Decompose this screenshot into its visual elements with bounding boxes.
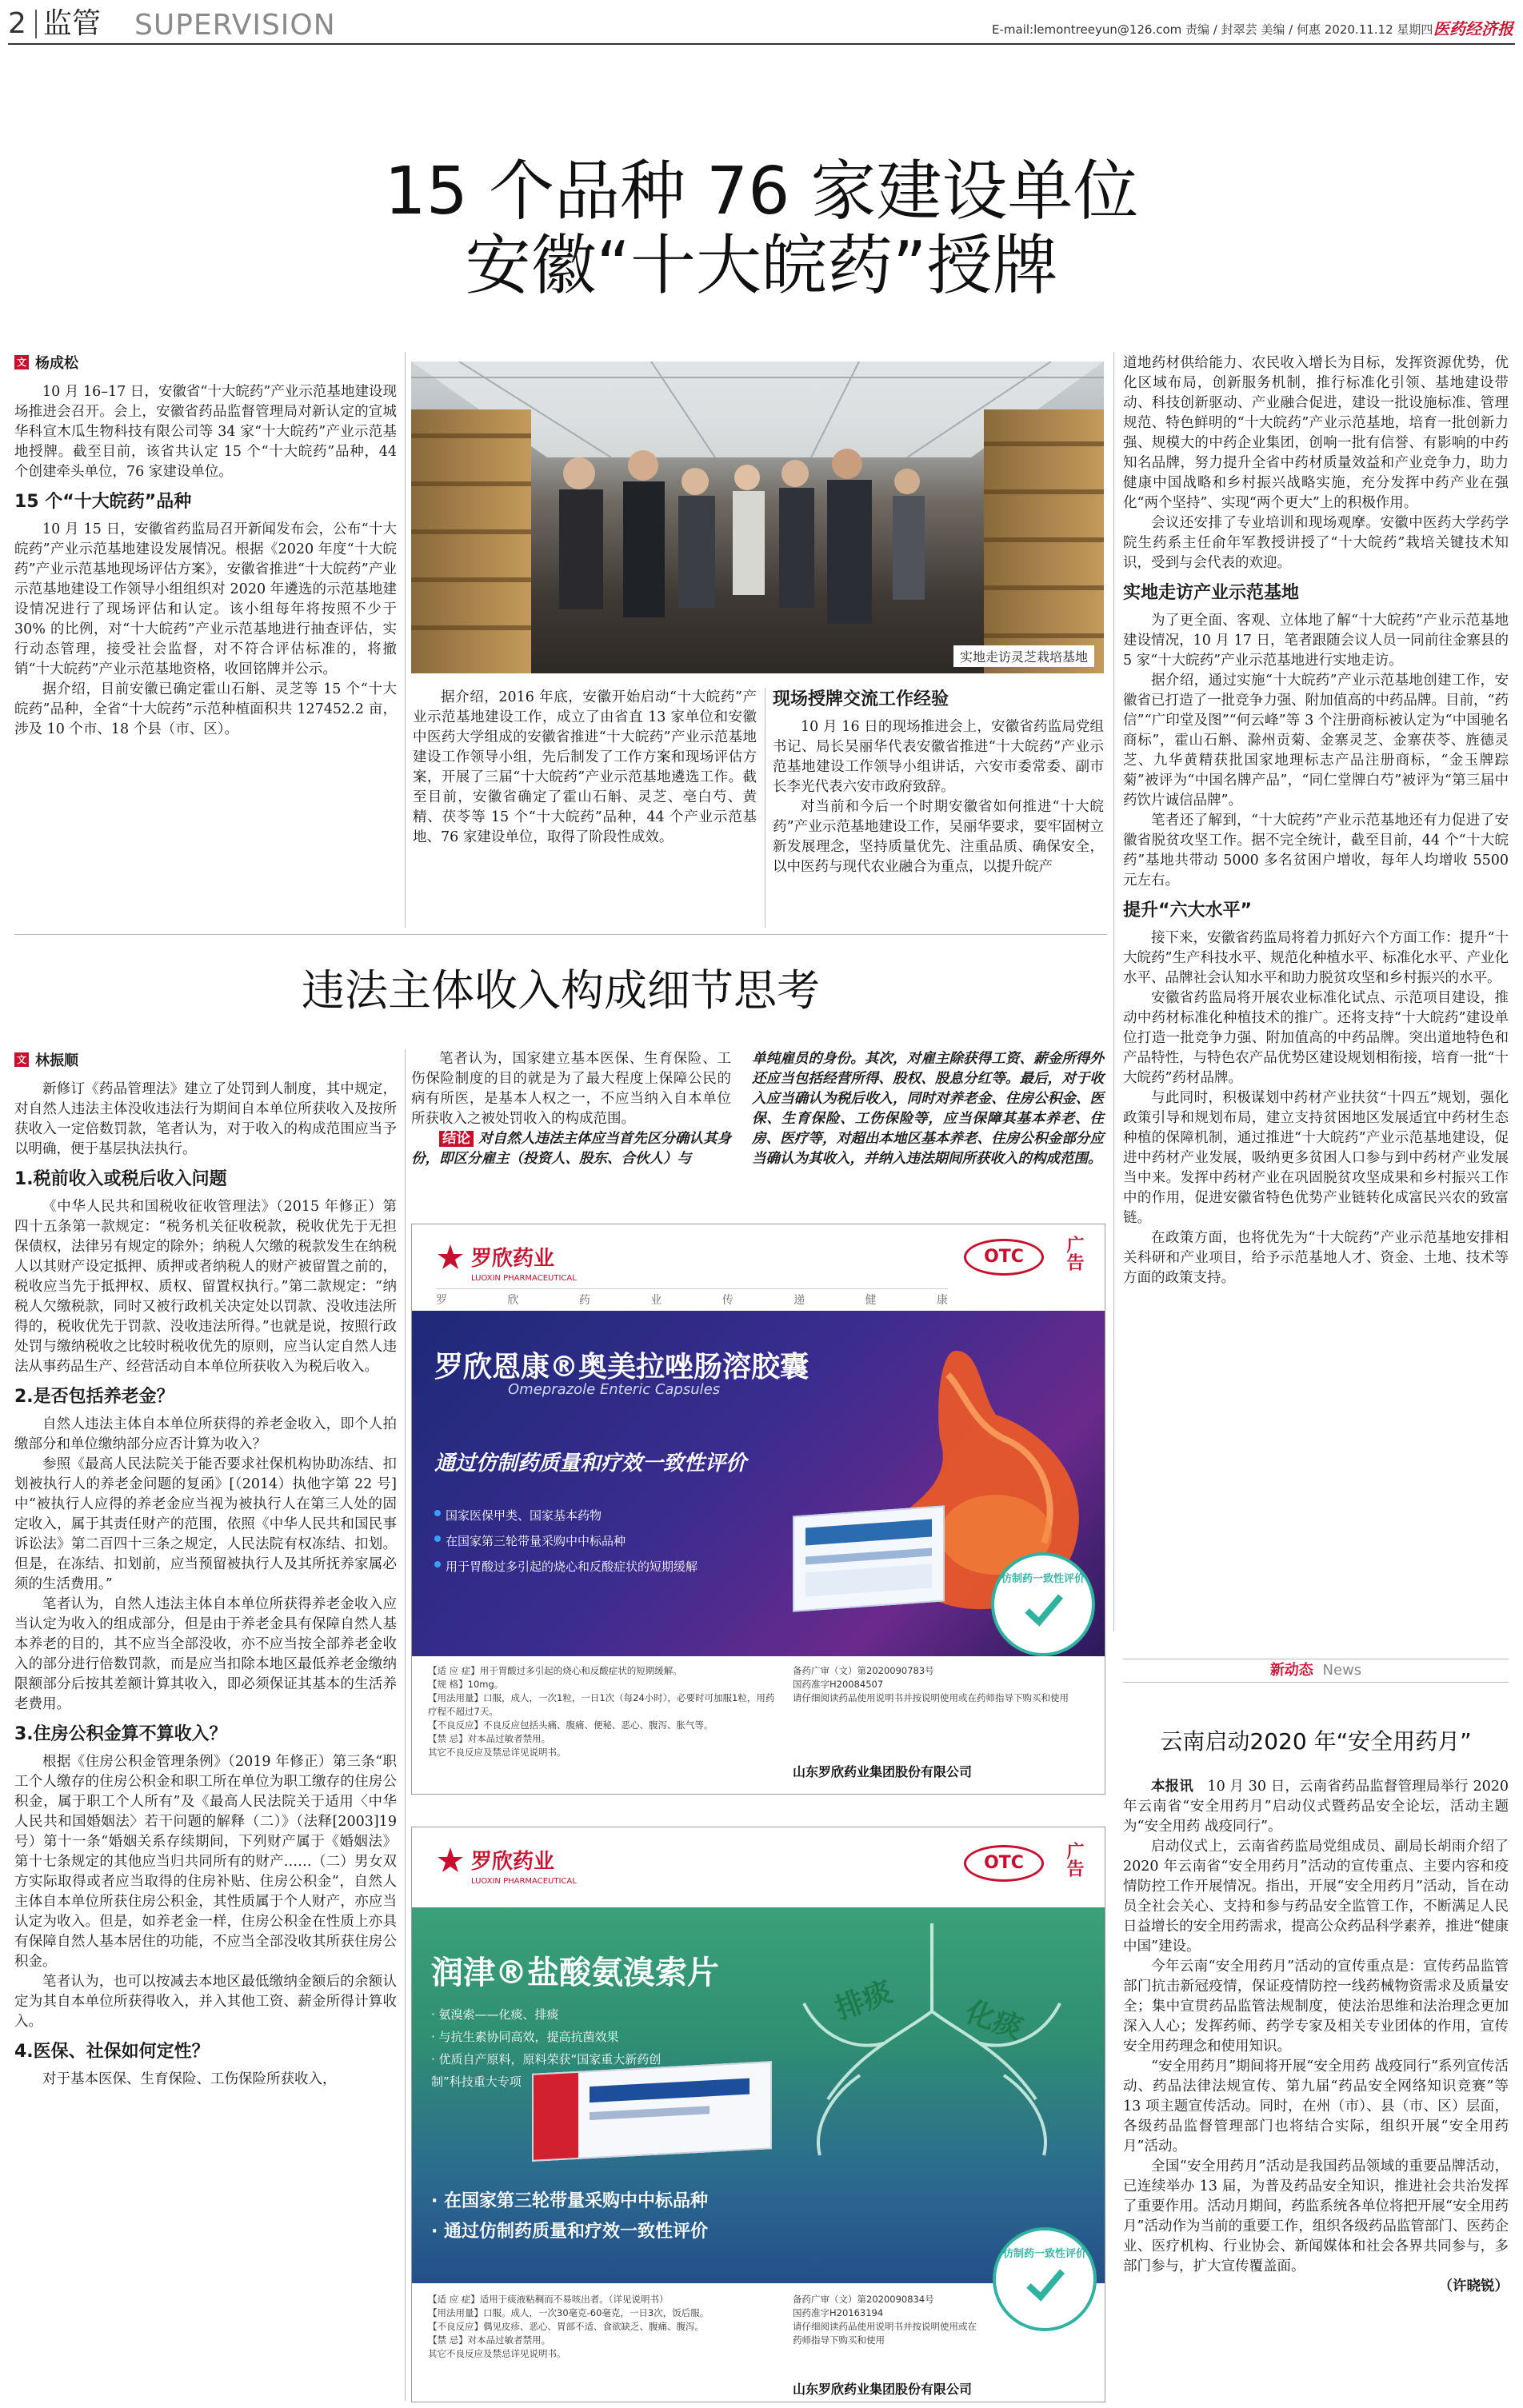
article1-photo (411, 361, 1104, 673)
approval-line: 国药准字H20084507 (793, 1679, 884, 1690)
article2-author: 林振顺 (35, 1052, 78, 1069)
paragraph: 据介绍，目前安徽已确定霍山石斛、灵芝等 15 个“十大皖药”品种，全省“十大皖药”示范种植面积共 127452.2 亩，涉及 10 个市、18 个县（市、区）。 (14, 681, 397, 737)
section-divider (14, 934, 1107, 935)
article2-byline (14, 1049, 397, 1070)
paragraph: “安全用药月”期间将开展“安全用药 战疫同行”系列宣传活动、药品法律法规宣传、第九届“药品安全网络知识竞赛”等 13 项主题宣传活动。同时，在州（市）、县（市、区）层面，各级药品监督管理部门也将结合实际，组织开展“安全用药月”活动。 (1123, 2059, 1509, 2154)
paragraph: 单纯雇员的身份。其次，对雇主除获得工资、薪金所得外还应当包括经营所得、股权、股息分红等。最后，对于收入应当确认为税后收入，同时对养老金、住房公积金、医保、生育保险、工伤保险等，应当保障其基本养老、住房、医疗等，对超出本地区基本养老、住房公积金部分应当确认为其收入，并纳入违法期间所获收入的构成范围。 (752, 1051, 1104, 1167)
paragraph: 新修订《药品管理法》建立了处罚到人制度，其中规定，对自然人违法主体没收违法行为期间自本单位所获收入及按所获收入一定倍数罚款，笔者认为，对于收入的构成范围应当予以明确，便于基层执法执行。 (14, 1081, 397, 1157)
article1-headline-line2: 安徽“十大皖药”授牌 (465, 228, 1058, 304)
bullet-text: 用于胃酸过多引起的烧心和反酸症状的短期缓解 (446, 1559, 698, 1574)
subheading: 1.税前收入或税后收入问题 (14, 1169, 227, 1189)
bullet-text: 在国家第三轮带量采购中中标品种 (446, 1534, 626, 1548)
ad1-bullet (434, 1554, 770, 1579)
subheading: 4.医保、社保如何定性？ (14, 2042, 210, 2062)
paragraph: 参照《最高人民法院关于能否要求社保机构协助冻结、扣划被执行人的养老金问题的复函》[（2014）执他字第 22 号]中“被执行人应得的养老金应当视为被执行人在第三人处的固定收入，属于其责任财产的范围，依照《中华人民共和国民事诉讼法》第二百四十三条之规定，人民法院有权冻结、扣划。但是，在冻结、扣划前，应当预留被执行人及其所抚养家属必须的生活费用。” (14, 1456, 397, 1592)
paragraph: 10 月 16–17 日，安徽省“十大皖药”产业示范基地建设现场推进会召开。会上，安徽省药品监督管理局对新认定的宣城华科宣木瓜生物科技有限公司等 34 家“十大皖药”产业示范基地授牌。截至目前，该省共认定 15 个“十大皖药”品种，44 个创建牵头单位，76 家建设单位。 (14, 384, 397, 480)
paragraph: 全国“安全用药月”活动是我国药品领域的重要品牌活动，已连续举办 13 届，为普及药品安全知识，推进社会共治发挥了重要作用。活动月期间，药监系统各单位将把开展“安全用药月”活动作为当前的重要工作，组织各级药品监管部门、医药企业、医疗机构、行业协会、新闻媒体和社会各界共同参与，多部门参与，扩大宣传覆盖面。 (1123, 2158, 1509, 2274)
lungs-illustration (764, 1915, 1100, 2171)
ad2-ad-label: 广告 (1064, 1842, 1084, 1877)
ad1-brand-en: LUOXIN PHARMACEUTICAL (471, 1274, 577, 1283)
paragraph: 今年云南“安全用药月”活动的宣传重点是：宣传药品监管部门抗击新冠疫情，保证疫情防控一线药械物资需求及质量安全；集中宣贯药品监管法规制度，使法治思维和法治理念更加深入人心；发挥药师、药学专家及相关专业团体的作用，宣传安全用药理念和使用知识。 (1123, 1959, 1509, 2055)
spec-line: 【适 应 症】适用于痰液粘稠而不易咳出者。（详见说明书） (428, 2294, 669, 2305)
ad1-spec (428, 1664, 780, 1759)
ad1-banner: 通过仿制药质量和疗效一致性评价 (434, 1452, 747, 1476)
paragraph: 10 月 16 日的现场推进会上，安徽省药监局党组书记、局长吴丽华代表安徽省推进“十大皖药”产业示范基地建设工作领导小组讲话，六安市委常委、副市长李光代表六安市政府致辞。 (773, 719, 1104, 795)
ad1-product-en: Omeprazole Enteric Capsules (508, 1381, 721, 1398)
approval-line: 备药广审（文）第2020090834号 (793, 2294, 934, 2305)
paragraph: 《中华人民共和国税收征收管理法》（2015 年修正）第四十五条第一款规定：“税务机关征收税款，税收优先于无担保债权，法律另有规定的除外；纳税人欠缴的税款发生在纳税人以其财产设定抵押、质押或者纳税人的财产被留置之前的，税收应当先于抵押权、质权、留置权执行。”第二款规定：“纳税人欠缴税款，同时又被行政机关决定处以罚款、没收违法所得的，税收优先于罚款、没收违法所得。”也就是说，按照行政处罚与缴纳税收之比较时税收优先的原则，应当认定自然人违法从事药品生产、经营活动自本单位所获收入为税后收入。 (14, 1199, 397, 1375)
spec-line: 【不良反应】偶见皮疹、恶心、胃部不适、食欲缺乏、腹痛、腹泻。 (428, 2321, 704, 2332)
subheading: 3.住房公积金算不算收入？ (14, 1724, 227, 1744)
product-box-image (532, 2061, 772, 2162)
article1-col2 (413, 688, 757, 848)
ad1-slogan-bar (436, 1288, 948, 1308)
ad1-approval (793, 1664, 1097, 1705)
ad2-company: 山东罗欣药业集团股份有限公司 (793, 2382, 973, 2397)
news-headline: 云南启动2020 年“安全用药月” (1160, 1728, 1472, 1755)
paragraph: 启动仪式上，云南省药监局党组成员、副局长胡雨介绍了 2020 年云南省“安全用药月”活动的宣传重点、主要内容和疫情防控工作开展情况。指出，开展“安全用药月”活动，旨在动员全社会关心、支持和参与药品安全监管工作，不断满足人民日益增长的安全用药需求，提高公众药品科学素养，推进“健康中国”建设。 (1123, 1839, 1509, 1955)
article1-author: 杨成松 (35, 355, 78, 372)
article2-col1 (14, 1049, 397, 2090)
ad2-hero (412, 1907, 1105, 2283)
paragraph: 自然人违法主体自本单位所获得的养老金收入，即个人拍缴部分和单位缴纳部分应否计算为收入？ (14, 1416, 397, 1452)
section-title-cn: 监管 (43, 7, 102, 40)
article1-col4 (1123, 353, 1509, 1288)
paragraph: 对于基本医保、生育保险、工伤保险所获收入， (42, 2071, 337, 2087)
photo-caption: 实地走访灵芝栽培基地 (953, 645, 1094, 667)
bullet-dot-icon (434, 1561, 441, 1567)
bullet-dot-icon (434, 1510, 441, 1516)
article2-col2 (411, 1049, 731, 1169)
spec-line: 【适 应 症】用于胃酸过多引起的烧心和反酸症状的短期缓解。 (428, 1665, 682, 1676)
ad1-logo (436, 1242, 554, 1272)
bullet-text: 国家医保甲类、国家基本药物 (446, 1508, 602, 1523)
paragraph: 接下来，安徽省药监局将着力抓好六个方面工作：提升“十大皖药”生产科技水平、规范化种植水平、标准化水平、产业化水平、品牌社会认知水平和助力脱贫攻坚和乡村振兴的水平。 (1123, 930, 1509, 986)
subheading: 提升“六大水平” (1123, 901, 1252, 920)
spec-line: 其它不良反应及禁忌详见说明书。 (428, 1747, 566, 1758)
paragraph: 为了更全面、客观、立体地了解“十大皖药”产业示范基地建设情况，10 月 17 日，笔者跟随会议人员一同前往金寨县的 5 家“十大皖药”产业示范基地进行实地走访。 (1123, 613, 1509, 669)
ad2-brand: 罗欣药业 (471, 1850, 555, 1874)
slogan-char: 康 (936, 1294, 948, 1307)
ad2-bullet: · 优质自产原料，原料荣获“国家重大新药创制”科技重大专项 (431, 2052, 662, 2089)
ad1-company: 山东罗欣药业集团股份有限公司 (793, 1764, 973, 1779)
ad2-banner-2: · 通过仿制药质量和疗效一致性评价 (431, 2222, 709, 2242)
subheading: 现场授牌交流工作经验 (773, 689, 949, 709)
ad2-bullet: · 氨溴索——化痰、排痰 (431, 2007, 559, 2022)
paragraph: 笔者还了解到，“十大皖药”产业示范基地还有力促进了安徽省脱贫攻坚工作。据不完全统计，截至目前，44 个“十大皖药”基地共带动 5000 多名贫困户增收，每年人均增收 5500 元左右。 (1123, 813, 1509, 889)
subheading: 2.是否包括养老金？ (14, 1387, 174, 1407)
ad2-otc-badge: OTC (964, 1845, 1044, 1882)
seal-text: 仿制药一致性评价 (1002, 2248, 1086, 2260)
conclusion-paragraph (411, 1129, 731, 1169)
checkmark-icon (1019, 1585, 1067, 1633)
lead-tag: 本报讯 (1151, 1779, 1193, 1795)
ad2-spec (428, 2293, 780, 2361)
spec-line: 【禁 忌】对本品过敏者禁用。 (428, 2334, 551, 2346)
ad1-hero (412, 1311, 1105, 1656)
ad2-logo (436, 1845, 554, 1875)
article1-byline (14, 352, 397, 373)
paragraph: 10 月 15 日，安徽省药监局召开新闻发布会，公布“十大皖药”产业示范基地建设发展情况。根据《2020 年度“十大皖药”产业示范基地现场评估方案》，安徽省推进“十大皖药”产业示范基地建设工作领导小组组织对 2020 年遴选的示范基地建设情况进行了现场评估和认定。该小组每年将按照不少于 30% 的比例，对“十大皖药”产业示范基地进行抽查评估，实行动态管理，接受社会监督，对不符合评估标准的，将撤销“十大皖药”产业示范基地资格，收回铭牌并公示。 (14, 521, 397, 677)
slogan-char: 罗 (436, 1294, 447, 1307)
paragraph: 笔者认为，国家建立基本医保、生育保险、工伤保险制度的目的就是为了最大程度上保障公民的病有所医，是基本人权之一，不应当纳入自本单位所获收入之被处罚收入的构成范围。 (411, 1051, 731, 1127)
ad2-brand-en: LUOXIN PHARMACEUTICAL (471, 1877, 577, 1886)
paragraph: 安徽省药监局将开展农业标准化试点、示范项目建设，推动中药材标准化种植技术的推广。还将支持“十大皖药”建设单位打造一批竞争力强、附加值高的中药品牌。突出道地特色和产品特性，与特色农产品优势区建设规划相衔接，培育一批“十大皖药”药材品牌。 (1123, 990, 1509, 1086)
header-rule (8, 43, 1515, 45)
paragraph: 会议还安排了专业培训和现场观摩。安徽中医药大学药学院生药系主任俞年军教授讲授了“十大皖药”栽培关键技术知识，受到与会代表的欢迎。 (1123, 515, 1509, 571)
news-section-label (1123, 1659, 1509, 1683)
paragraph-text: 10 月 30 日，云南省药品监督管理局举行 2020 年云南省“安全用药月”启动仪式暨药品安全论坛，活动主题为“安全用药 战疫同行”。 (1123, 1779, 1509, 1835)
bullet-dot-icon (434, 1535, 441, 1542)
ad1-brand: 罗欣药业 (471, 1247, 555, 1271)
checkmark-icon (1021, 2260, 1069, 2308)
ad2-product-name: 润津®盐酸氨溴索片 (431, 1955, 719, 1991)
paragraph: 道地药材供给能力、农民收入增长为目标，发挥资源优势，优化区域布局，创新服务机制，推行标准化引领、基地建设带动、科技创新驱动、产业融合促进，建设一批设施标准、管理规范、特色鲜明的“十大皖药”产业示范基地，培育一批创新力强、规模大的中药企业集团，创响一批有信誉、有影响的中药知名品牌，努力提升全省中药材质量效益和产业竞争力，助力健康中国战略和乡村振兴战略实施，充分发挥中药产业在强化“两个坚持”、实现“两个更大”上的积极作用。 (1123, 355, 1509, 511)
paragraph: 据介绍，2016 年底，安徽开始启动“十大皖药”产业示范基地建设工作，成立了由省直 13 家单位和安徽中医药大学组成的安徽省推进“十大皖药”产业示范基地建设工作领导小组，先后制发了工作方案和现场评估方案，开展了三届“十大皖药”产业示范基地遴选工作。截至目前，安徽省确定了霍山石斛、灵芝、亳白芍、黄精、茯苓等 15 个“十大皖药”品种，44 个产业示范基地、76 家建设单位，取得了阶段性成效。 (413, 689, 757, 845)
ad1-product-name: 罗欣恩康®奥美拉唑肠溶胶囊 (434, 1351, 809, 1384)
ad1-bullet (434, 1528, 770, 1554)
slogan-char: 业 (650, 1294, 662, 1307)
spec-line: 【规 格】10mg。 (428, 1679, 504, 1690)
paragraph: 笔者认为，也可以按减去本地区最低缴纳金额后的余额认定为其自本单位所获得收入，并入其他工资、薪金所得计算收入。 (14, 1974, 397, 2030)
news-body (1123, 1777, 1509, 2297)
approval-line: 请仔细阅读药品使用说明书并按说明使用或在药师指导下购买和使用 (793, 1692, 1069, 1703)
ad1-otc-badge: OTC (964, 1239, 1044, 1276)
slogan-char: 递 (793, 1294, 805, 1307)
paragraph: 据介绍，通过实施“十大皖药”产业示范基地创建工作，安徽省已打造了一批竞争力强、附加值高的中药品牌。目前，“药信”“广印堂及图”“何云峰”等 3 个注册商标被认定为“中国驰名商标”，霍山石斛、滁州贡菊、金寨灵芝、金寨茯苓、旌德灵芝、九华黄精获批国家地理标志产品注册商标，“金玉牌踪菊”被评为“中国名牌产品”，“同仁堂牌白芍”被评为“第三届中药饮片诚信品牌”。 (1123, 673, 1509, 809)
slogan-char: 健 (865, 1294, 877, 1307)
column-divider (405, 1049, 406, 2401)
ad1-bullets (434, 1503, 770, 1579)
approval-line: 国药准字H20163194 (793, 2307, 884, 2318)
luoxin-logo-icon (436, 1846, 465, 1875)
spec-line: 【用法用量】口服。成人，一次30毫克-60毫克，一日3次，饭后服。 (428, 2307, 710, 2318)
lung-word: 化痰 (961, 1995, 1027, 2047)
spec-line: 【禁 忌】对本品过敏者禁用。 (428, 1733, 551, 1744)
section-title-en: SUPERVISION (134, 9, 336, 42)
article1-col3 (773, 689, 1104, 877)
luoxin-logo-icon (436, 1243, 465, 1272)
approval-line: 备药广审（文）第2020090783号 (793, 1665, 934, 1676)
paragraph (1123, 1777, 1509, 1837)
page-number: 2 (8, 7, 26, 40)
advertisement-omeprazole (411, 1224, 1105, 1795)
article2-col3 (752, 1049, 1104, 1169)
ad2-approval (793, 2293, 985, 2347)
conclusion-text: 对自然人违法主体应当首先区分确认其身份，即区分雇主（投资人、股东、合伙人）与 (411, 1131, 732, 1167)
paragraph: 在政策方面，也将优先为“十大皖药”产业示范基地安排相关科研和产业项目，给予示范基地人才、资金、土地、技术等方面的政策支持。 (1123, 1230, 1509, 1286)
byline-badge-icon: 文 (14, 355, 29, 369)
advertisement-ambroxol (411, 1827, 1105, 2402)
conclusion-label: 结论 (439, 1131, 474, 1147)
spec-line: 【不良反应】不良反应包括头痛、腹痛、便秘、恶心、腹泻、胀气等。 (428, 1719, 714, 1731)
paragraph: 对当前和今后一个时期安徽省如何推进“十大皖药”产业示范基地建设工作，吴丽华要求，要牢固树立新发展理念，坚持质量优先、注重品质、确保安全，以中医药与现代农业融合为重点，以提升皖产 (773, 799, 1104, 875)
byline-badge-icon: 文 (14, 1052, 29, 1067)
header-divider (35, 10, 37, 38)
spec-line: 【用法用量】口服，成人，一次1粒，一日1次（每24小时），必要时可加服1粒，用药疗程不超过7天。 (428, 1692, 775, 1717)
greenhouse-photo-illustration (411, 361, 1104, 673)
ad2-banner-1: · 在国家第三轮带量采购中中标品种 (431, 2191, 709, 2211)
news-label-en: News (1322, 1662, 1362, 1679)
product-box-image (793, 1505, 945, 1611)
ad2-bullet: · 与抗生素协同高效，提高抗菌效果 (431, 2030, 619, 2044)
article2-headline: 违法主体收入构成细节思考 (302, 965, 820, 1016)
column-divider (405, 352, 406, 928)
header-info: E-mail:lemontreeyun@126.com 责编 / 封翠芸 美编 / 何惠 2020.11.12 星期四 (992, 22, 1433, 37)
slogan-char: 药 (578, 1294, 590, 1307)
news-label-cn: 新动态 (1269, 1662, 1313, 1679)
paper-name-logo: 医药经济报 (1433, 19, 1513, 38)
spec-line: 其它不良反应及禁忌详见说明书。 (428, 2348, 566, 2359)
ad1-consistency-seal (991, 1552, 1095, 1656)
subheading: 15 个“十大皖药”品种 (14, 492, 192, 512)
subheading: 实地走访产业示范基地 (1123, 583, 1300, 603)
seal-text: 仿制药一致性评价 (1001, 1573, 1085, 1585)
article1-headline-line1: 15 个品种 76 家建设单位 (384, 154, 1139, 230)
paragraph: 根据《住房公积金管理条例》（2019 年修正）第三条“职工个人缴存的住房公积金和职工所在单位为职工缴存的住房公积金，属于职工个人所有”及《最高人民法院关于适用〈中华人民共和国婚姻法〉若干问题的解释（二）》（法释[2003]19 号）第十一条“婚姻关系存续期间，下列财产属于《婚姻法》第十七条规定的其他应当归共同所有的财产……（二）男女双方实际取得或者应当取得的住房补贴、住房公积金”，自然人主体自本单位所获住房公积金，其性质属于个人财产，亦应当认定为收入。但是，如养老金一样，住房公积金在性质上亦具有保障自然人基本居住的功能，不应当全部没收其所获住房公积金。 (14, 1754, 397, 1970)
paragraph: 与此同时，积极谋划中药材产业扶贫“十四五”规划，强化政策引导和规划布局，建立支持贫困地区发展适宜中药材生态种植的保障机制，通过推进“十大皖药”产业示范基地建设，促进中药材产业发展，吸纳更多贫困人口参与到中药材产业发展当中来。发挥中药材产业在巩固脱贫攻坚成果和乡村振兴工作中的作用，促进安徽省特色优势产业链转化成富民兴农的致富链。 (1123, 1090, 1509, 1226)
lung-word: 排痰 (831, 1975, 897, 2027)
news-author: （许晓锐） (1438, 2278, 1509, 2294)
approval-line: 请仔细阅读药品使用说明书并按说明使用或在药师指导下购买和使用 (793, 2321, 977, 2346)
article1-col1 (14, 352, 397, 740)
paragraph: 笔者认为，自然人违法主体自本单位所获得养老金收入应当认定为收入的组成部分，但是由于养老金具有保障自然人基本养老的目的，其不应当全部没收，亦不应当按全部养老金收入的部分进行倍数罚款，而是应当扣除本地区最低养老金缴纳限额部分后按其差额计算其收入，即必须保证其基本的生活养老费用。 (14, 1596, 397, 1712)
slogan-char: 欣 (507, 1294, 519, 1307)
slogan-char: 传 (722, 1294, 734, 1307)
ad1-ad-label: 广告 (1064, 1236, 1084, 1271)
column-divider (1113, 352, 1114, 1631)
ad1-bullet (434, 1503, 770, 1528)
ad2-consistency-seal (993, 2227, 1097, 2331)
